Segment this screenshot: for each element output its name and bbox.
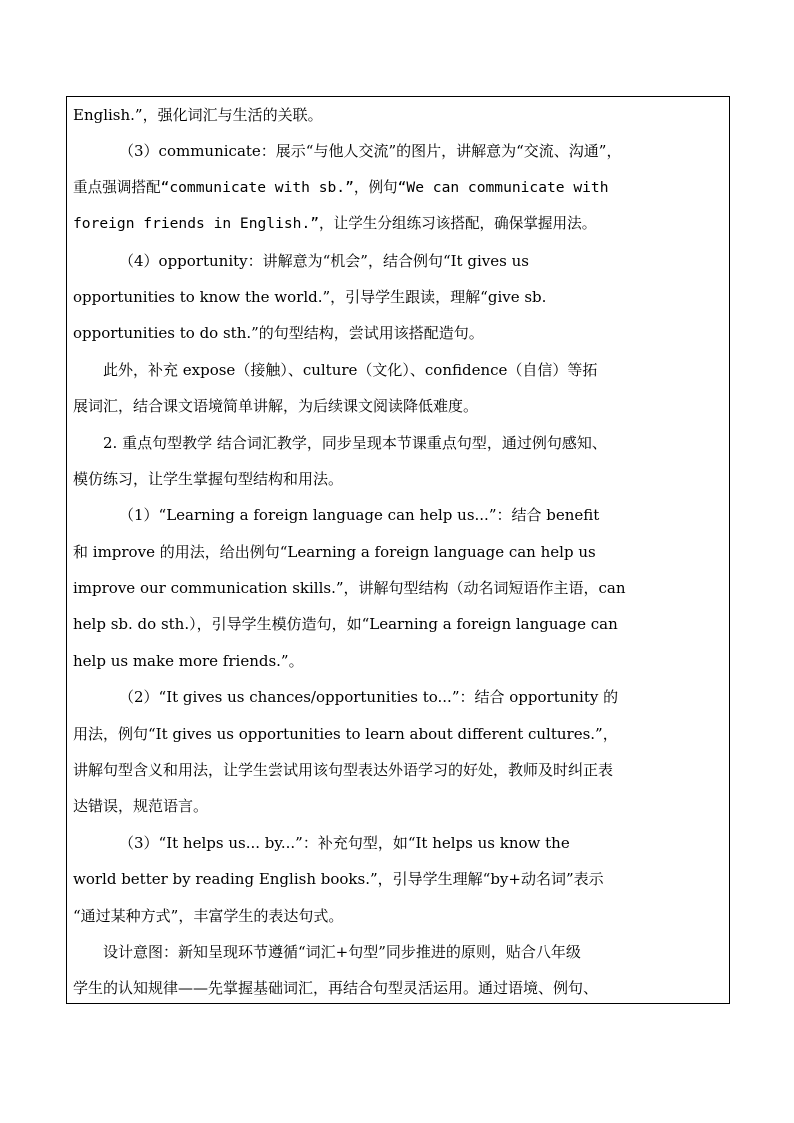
text-line: 达错误，规范语言。 <box>73 797 209 816</box>
document-body <box>73 97 727 1004</box>
text-line: 用法，例句“It gives us opportunities to learn about different cultures.”， <box>73 724 618 743</box>
text-line: help us make more friends.”。 <box>73 651 304 670</box>
text-frame <box>66 96 730 1004</box>
text-line: （3）communicate：展示“与他人交流”的图片，讲解意为“交流、沟通”， <box>119 142 622 161</box>
text-line: （3）“It helps us... by...”：补充句型，如“It helps us know the <box>119 833 570 852</box>
text-line: 讲解句型含义和用法，让学生尝试用该句型表达外语学习的好处，教师及时纠正表 <box>73 761 614 780</box>
text-line: 重点强调搭配“communicate with sb.”，例句“We can communicate with <box>73 178 609 196</box>
text-line: 2. 重点句型教学 结合词汇教学，同步呈现本节课重点句型，通过例句感知、 <box>103 433 607 452</box>
text-line: （2）“It gives us chances/opportunities to...”：结合 opportunity 的 <box>119 688 619 707</box>
text-line: opportunities to do sth.”的句型结构，尝试用该搭配造句。 <box>73 324 484 343</box>
text-line: 和 improve 的用法，给出例句“Learning a foreign language can help us <box>73 542 596 561</box>
text-line: （4）opportunity：讲解意为“机会”，结合例句“It gives us <box>119 251 529 270</box>
text-line: 模仿练习，让学生掌握句型结构和用法。 <box>73 469 344 488</box>
text-line: 展词汇，结合课文语境简单讲解，为后续课文阅读降低难度。 <box>73 397 479 416</box>
text-line: 此外，补充 expose（接触）、culture（文化）、confidence（自信）等拓 <box>103 360 598 379</box>
text-line: 设计意图：新知呈现环节遵循“词汇+句型”同步推进的原则，贴合八年级 <box>103 942 581 961</box>
text-line: foreign friends in English.”，让学生分组练习该搭配，确保掌握用法。 <box>73 215 597 233</box>
text-line: opportunities to know the world.”，引导学生跟读，理解“give sb. <box>73 287 547 306</box>
text-line: “通过某种方式”，丰富学生的表达句式。 <box>73 906 344 925</box>
text-line: English.”，强化词汇与生活的关联。 <box>73 106 323 124</box>
text-line: help sb. do sth.），引导学生模仿造句，如“Learning a foreign language can <box>73 615 618 634</box>
text-line: world better by reading English books.”，引导学生理解“by+动名词”表示 <box>73 870 604 889</box>
text-line: 学生的认知规律——先掌握基础词汇，再结合句型灵活运用。通过语境、例句、 <box>73 979 599 998</box>
text-line: improve our communication skills.”，讲解句型结构（动名词短语作主语，can <box>73 579 626 598</box>
text-line: （1）“Learning a foreign language can help us...”：结合 benefit <box>119 506 600 525</box>
